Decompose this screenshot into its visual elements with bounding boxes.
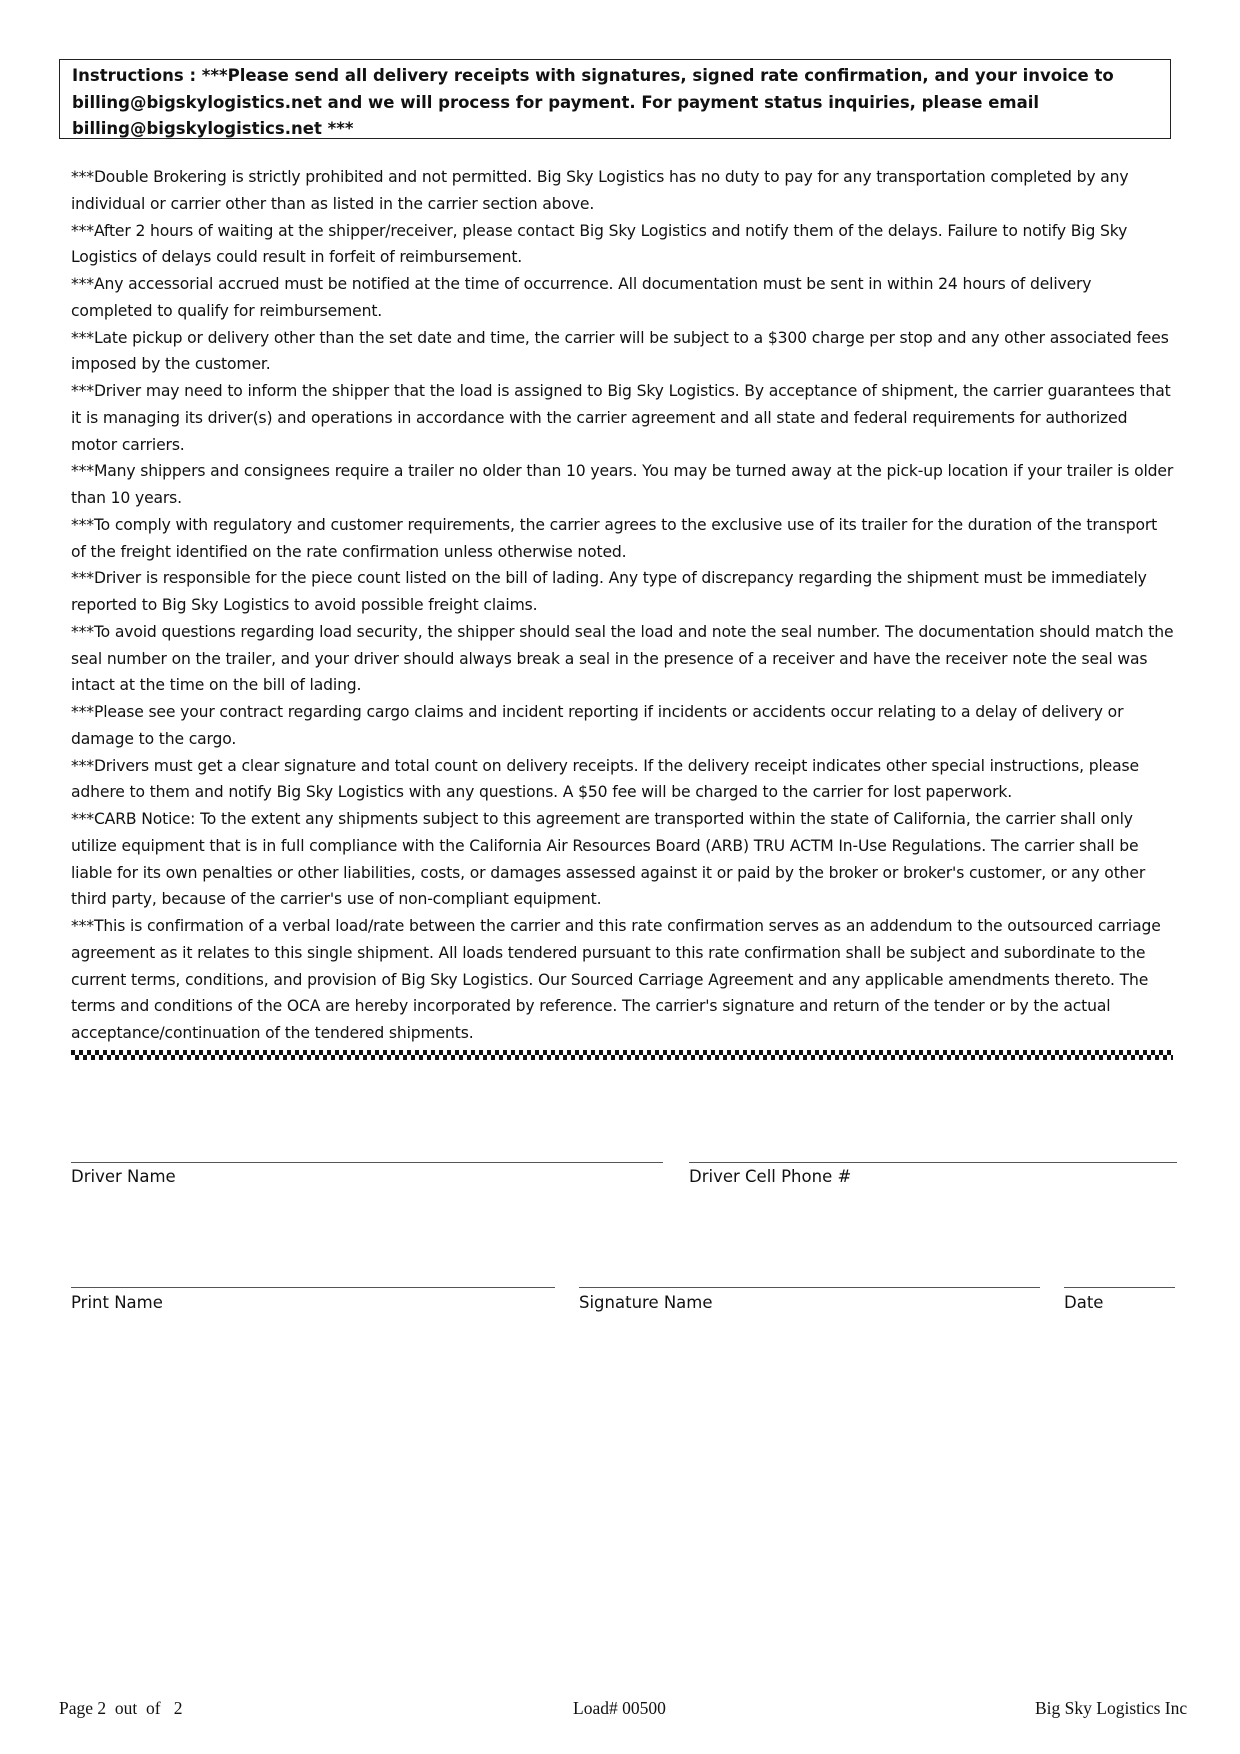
payment-instructions-box — [59, 59, 1171, 139]
term-shipper-notice: ***Driver may need to inform the shipper that the load is assigned to Big Sky Logistics. By acceptance of shipment, the carrier guarantees that it is managing its driver(s) and operations in accordance with the carrier agreement and all state and federal requirements for authorized motor carriers. — [71, 382, 1171, 454]
term-load-security: ***To avoid questions regarding load security, the shipper should seal the load and note the seal number. The documentation should match the seal number on the trailer, and your driver should always break a seal in the presence of a receiver and have the receiver note the seal was intact at the time on the bill of lading. — [71, 622, 1174, 695]
driver-cell-phone-label: Driver Cell Phone # — [689, 1167, 852, 1186]
term-verbal-confirmation: ***This is confirmation of a verbal load/rate between the carrier and this rate confirmation serves as an addendum to the outsourced carriage agreement as it relates to this single shipment. All loads tendered pursuant to this rate confirmation shall be subject and subordinate to the current terms, conditions, and provision of Big Sky Logistics. Our Sourced Carriage Agreement and any applicable amendments thereto. The terms and conditions of the OCA are hereby incorporated by reference. The carrier's signature and return of the tender or by the actual acceptance/continuation of the tendered shipments. — [71, 917, 1161, 1042]
load-number: Load# 00500 — [573, 1698, 666, 1718]
driver-name-label: Driver Name — [71, 1167, 176, 1186]
driver-name-line[interactable] — [71, 1162, 663, 1163]
term-accessorial: ***Any accessorial accrued must be notified at the time of occurrence. All documentation must be sent in within 24 hours of delivery completed to qualify for reimbursement. — [71, 275, 1092, 320]
print-name-line[interactable] — [71, 1287, 555, 1288]
payment-instructions-text: Instructions : ***Please send all delivery receipts with signatures, signed rate confirmation, and your invoice to billing@bigskylogistics.net and we will process for payment. For payment status inquiries, please email billing@bigskylogistics.net *** — [72, 66, 1114, 138]
signature-name-line[interactable] — [579, 1287, 1040, 1288]
term-trailer-age: ***Many shippers and consignees require a trailer no older than 10 years. You may be turned away at the pick-up location if your trailer is older than 10 years. — [71, 462, 1174, 507]
driver-cell-phone-line[interactable] — [689, 1162, 1177, 1163]
checkered-divider — [71, 1050, 1173, 1061]
date-line[interactable] — [1064, 1287, 1175, 1288]
page-number: Page 2 out of 2 — [59, 1698, 183, 1718]
term-piece-count: ***Driver is responsible for the piece count listed on the bill of lading. Any type of discrepancy regarding the shipment must be immediately reported to Big Sky Logistics to avoid possible freight claims. — [71, 569, 1147, 614]
carrier-terms-list — [71, 164, 1176, 1047]
date-label: Date — [1064, 1293, 1104, 1312]
term-double-brokering: ***Double Brokering is strictly prohibited and not permitted. Big Sky Logistics has no duty to pay for any transportation completed by any individual or carrier other than as listed in the carrier section above. — [71, 168, 1129, 213]
term-cargo-claims: ***Please see your contract regarding cargo claims and incident reporting if incidents or accidents occur relating to a delay of delivery or damage to the cargo. — [71, 703, 1124, 748]
term-carb-notice: ***CARB Notice: To the extent any shipments subject to this agreement are transported within the state of California, the carrier shall only utilize equipment that is in full compliance with the California Air Resources Board (ARB) TRU ACTM In-Use Regulations. The carrier shall be liable for its own penalties or other liabilities, costs, or damages assessed against it or paid by the broker or broker's customer, or any other third party, because of the carrier's use of non-compliant equipment. — [71, 810, 1146, 909]
signature-name-label: Signature Name — [579, 1293, 713, 1312]
term-detention-notice: ***After 2 hours of waiting at the shipper/receiver, please contact Big Sky Logistics and notify them of the delays. Failure to notify Big Sky Logistics of delays could result in forfeit of reimbursement. — [71, 221, 1128, 267]
company-name: Big Sky Logistics Inc — [1035, 1698, 1188, 1718]
term-late-pickup-delivery: ***Late pickup or delivery other than the set date and time, the carrier will be subject to a $300 charge per stop and any other associated fees imposed by the customer. — [71, 328, 1169, 374]
term-delivery-receipts: ***Drivers must get a clear signature and total count on delivery receipts. If the delivery receipt indicates other special instructions, please adhere to them and notify Big Sky Logistics with any questions. A $50 fee will be charged to the carrier for lost paperwork. — [71, 756, 1139, 802]
term-exclusive-trailer-use: ***To comply with regulatory and customer requirements, the carrier agrees to the exclusive use of its trailer for the duration of the transport of the freight identified on the rate confirmation unless otherwise noted. — [71, 515, 1158, 561]
print-name-label: Print Name — [71, 1293, 163, 1312]
